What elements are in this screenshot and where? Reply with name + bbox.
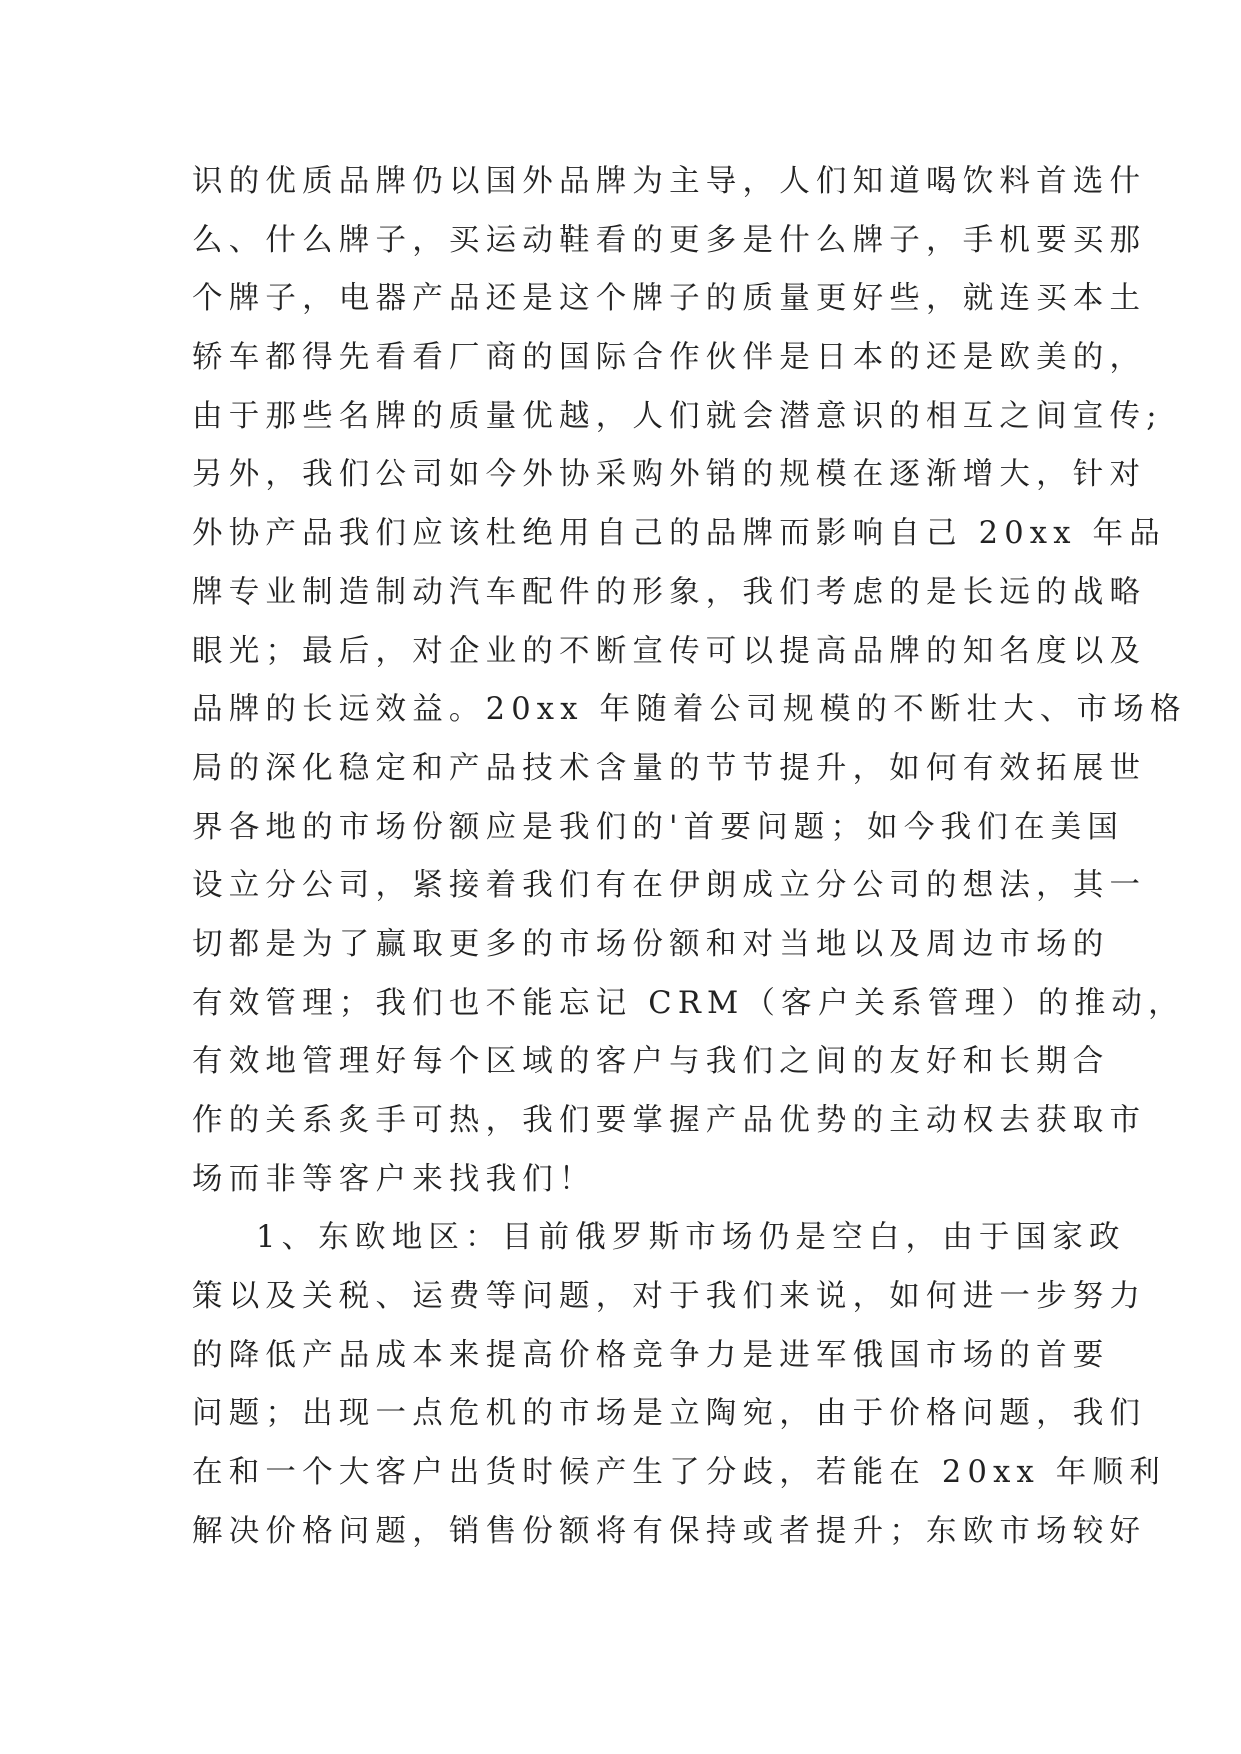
paragraph-1	[192, 153, 1187, 1209]
text-line: 品牌的长远效益。20xx 年随着公司规模的不断壮大、市场格	[192, 692, 1187, 728]
text-line: 切都是为了赢取更多的市场份额和对当地以及周边市场的	[192, 926, 1110, 962]
text-line: 轿车都得先看看厂商的国际合作伙伴是日本的还是欧美的，	[192, 340, 1147, 376]
text-line: 由于那些名牌的质量优越，人们就会潜意识的相互之间宣传;	[192, 398, 1163, 434]
paragraph-2	[192, 1209, 1166, 1561]
text-line: 在和一个大客户出货时候产生了分歧，若能在 20xx 年顺利	[192, 1455, 1166, 1491]
text-line: 有效管理；我们也不能忘记 CRM（客户关系管理）的推动，	[192, 985, 1185, 1021]
text-line: 策以及关税、运费等问题，对于我们来说，如何进一步努力	[192, 1279, 1147, 1315]
text-line: 作的关系炙手可热，我们要掌握产品优势的主动权去获取市	[192, 1103, 1147, 1138]
text-line: 么、什么牌子，买运动鞋看的更多是什么牌子，手机要买那	[192, 222, 1147, 258]
text-line: 设立分公司，紧接着我们有在伊朗成立分公司的想法，其一	[192, 868, 1147, 904]
text-line: 界各地的市场份额应是我们的'首要问题；如今我们在美国	[192, 809, 1125, 845]
text-line: 问题；出现一点危机的市场是立陶宛，由于价格问题，我们	[192, 1396, 1147, 1432]
text-line: 识的优质品牌仍以国外品牌为主导，人们知道喝饮料首选什	[192, 164, 1147, 199]
text-line: 个牌子，电器产品还是这个牌子的质量更好些，就连买本土	[192, 281, 1147, 317]
text-line: 1、东欧地区：目前俄罗斯市场仍是空白，由于国家政	[256, 1220, 1126, 1256]
text-line: 解决价格问题，销售份额将有保持或者提升；东欧市场较好	[192, 1513, 1147, 1549]
body-text	[192, 153, 1187, 1562]
text-line: 局的深化稳定和产品技术含量的节节提升，如何有效拓展世	[192, 750, 1147, 786]
text-line: 外协产品我们应该杜绝用自己的品牌而影响自己 20xx 年品	[192, 516, 1166, 552]
text-line: 牌专业制造制动汽车配件的形象，我们考虑的是长远的战略	[192, 574, 1147, 610]
text-line: 场而非等客户来找我们！	[192, 1161, 596, 1197]
text-line: 眼光；最后，对企业的不断宣传可以提高品牌的知名度以及	[192, 633, 1147, 669]
text-line: 有效地管理好每个区域的客户与我们之间的友好和长期合	[192, 1044, 1110, 1080]
text-line: 的降低产品成本来提高价格竞争力是进军俄国市场的首要	[192, 1337, 1110, 1373]
text-line: 另外，我们公司如今外协采购外销的规模在逐渐增大，针对	[192, 457, 1147, 493]
